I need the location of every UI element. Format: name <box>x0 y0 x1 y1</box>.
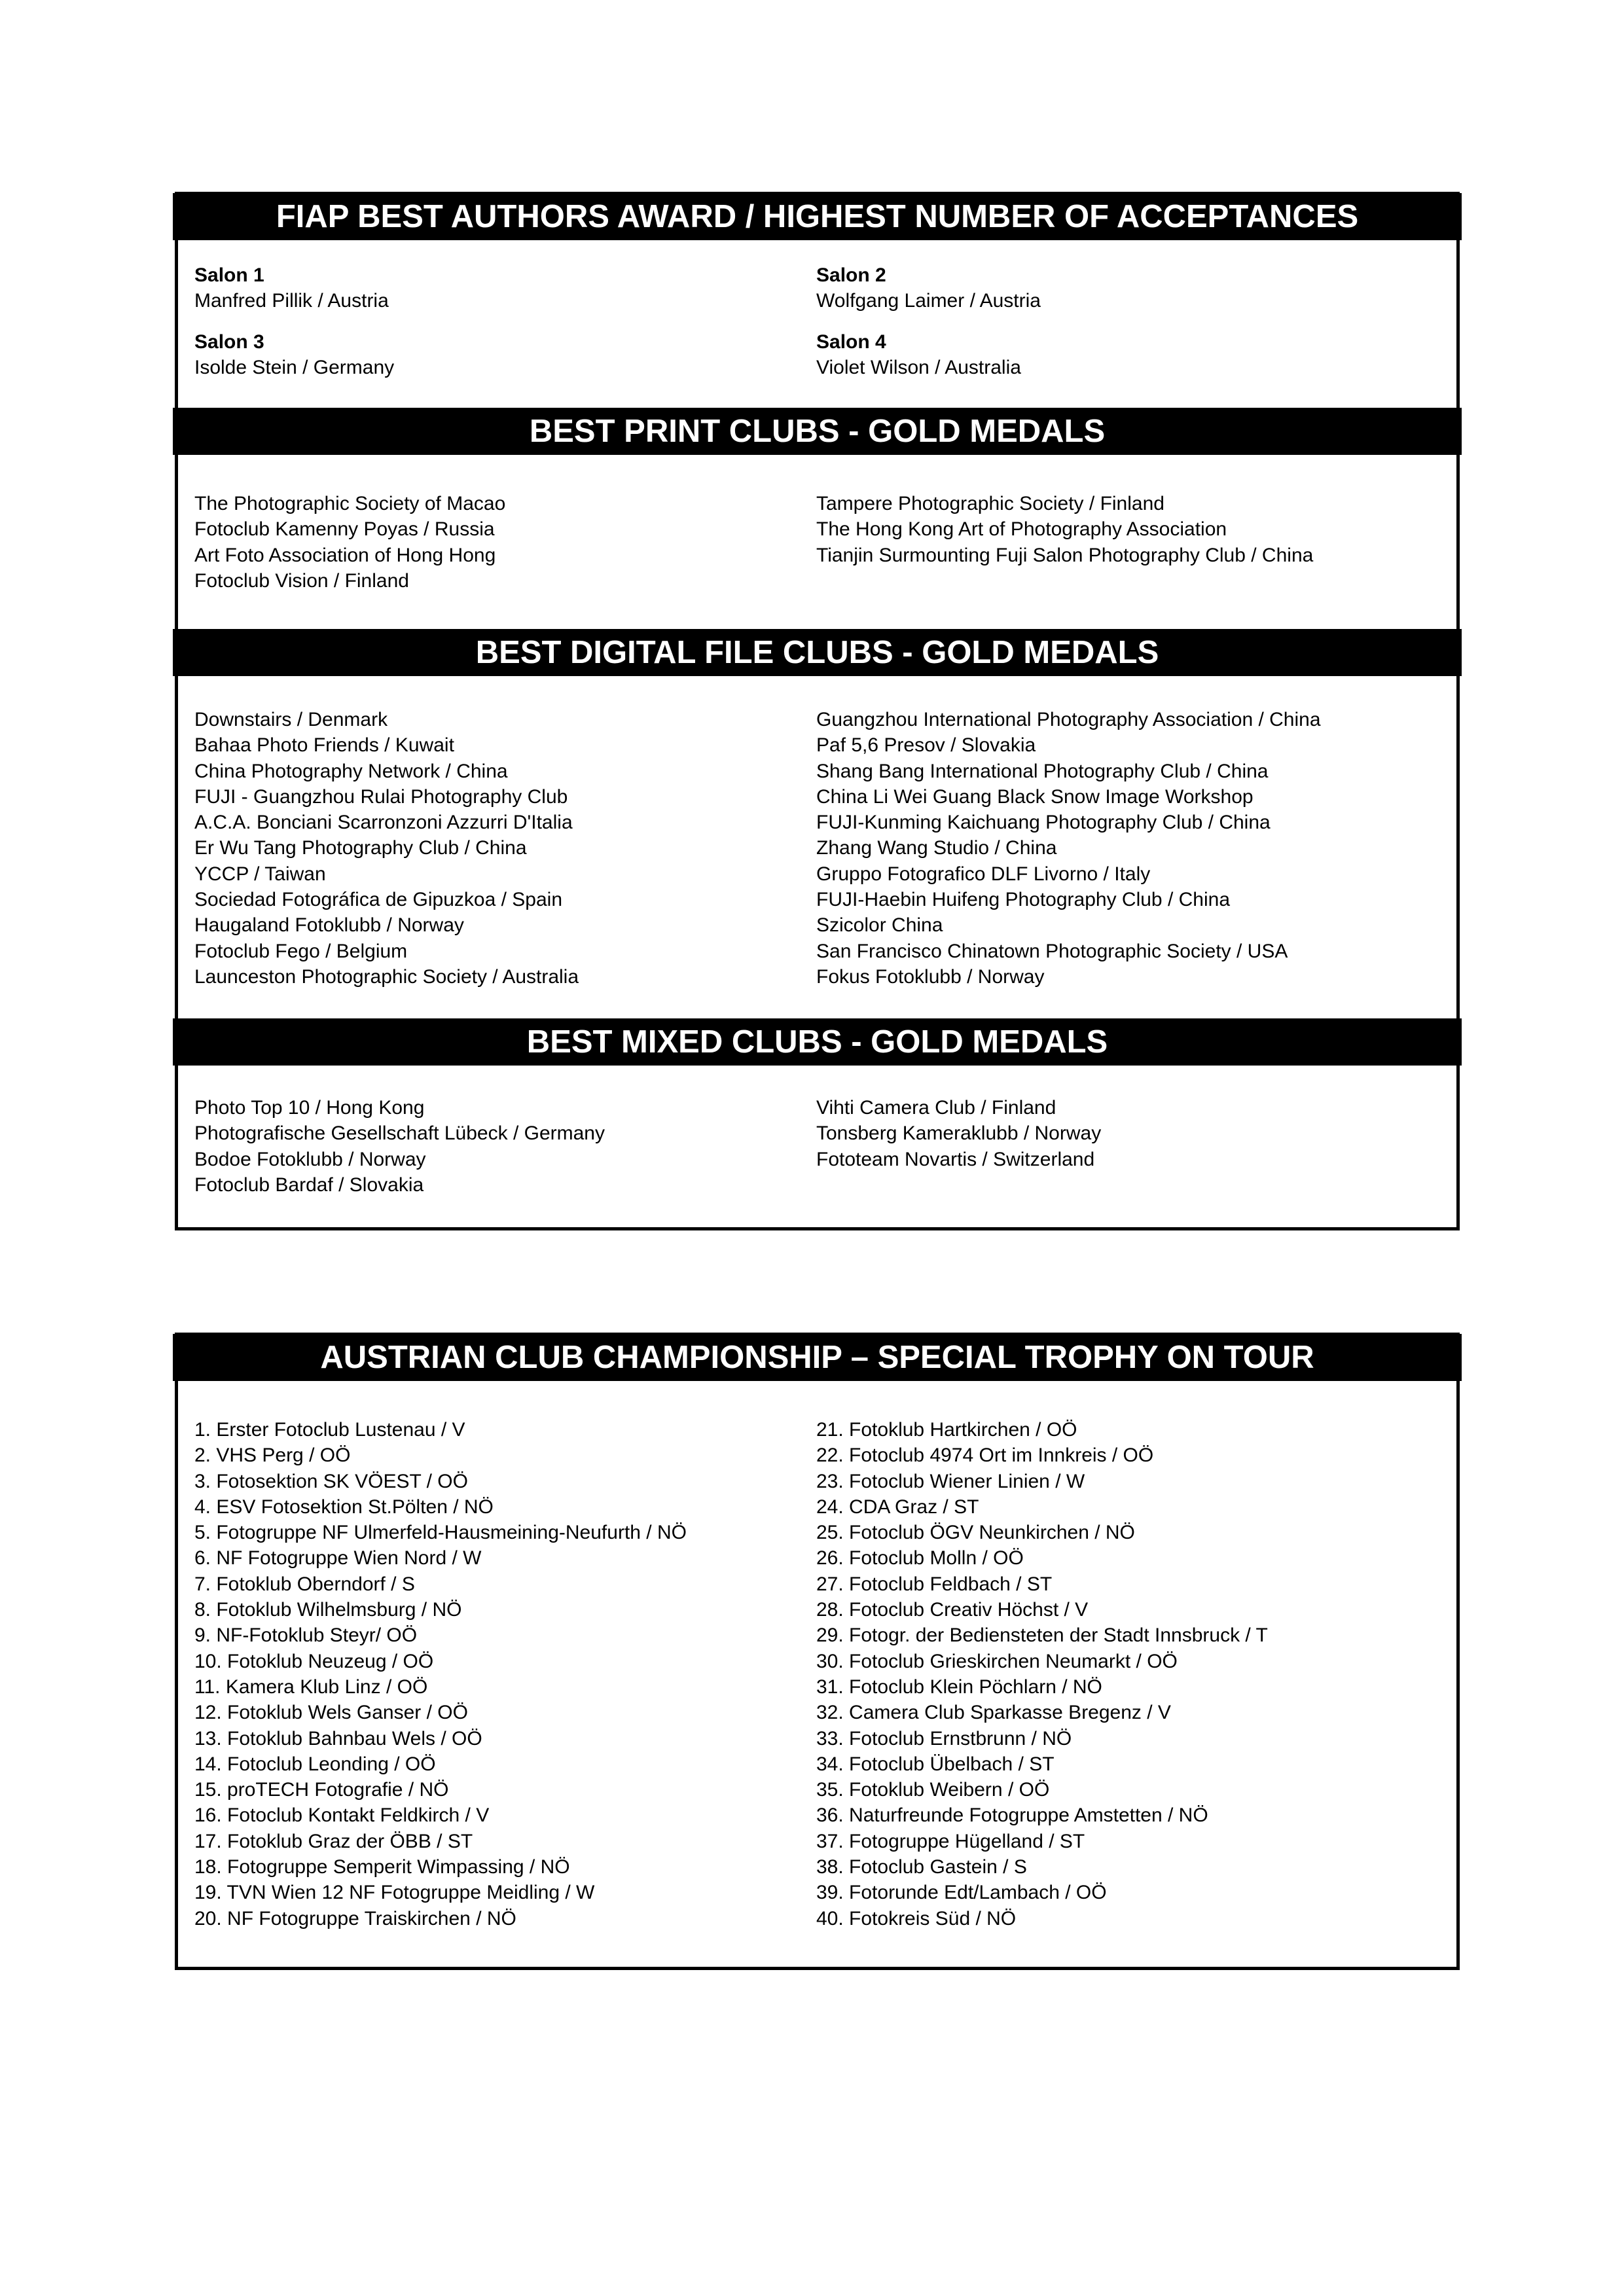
list-item: 19. TVN Wien 12 NF Fotogruppe Meidling / W <box>194 1882 595 1904</box>
list-item: 6. NF Fotogruppe Wien Nord / W <box>194 1547 482 1570</box>
list-item: 28. Fotoclub Creativ Höchst / V <box>816 1599 1089 1621</box>
list-item: 2. VHS Perg / OÖ <box>194 1444 351 1467</box>
list-item: 5. Fotogruppe NF Ulmerfeld-Hausmeining-Neufurth / NÖ <box>194 1522 687 1544</box>
salon-label: Salon 3 <box>194 331 264 353</box>
list-column <box>816 1417 1440 1931</box>
list-item: 8. Fotoklub Wilhelmsburg / NÖ <box>194 1599 462 1621</box>
list-item: 25. Fotoclub ÖGV Neunkirchen / NÖ <box>816 1522 1135 1544</box>
awards-block <box>175 192 1460 1230</box>
list-item: Art Foto Association of Hong Hong <box>194 544 496 566</box>
list-item: Paf 5,6 Presov / Slovakia <box>816 734 1036 757</box>
list-item: 36. Naturfreunde Fotogruppe Amstetten / NÖ <box>816 1804 1208 1827</box>
list-item: Shang Bang International Photography Club / China <box>816 760 1269 782</box>
list-column <box>194 707 816 990</box>
list-item: The Hong Kong Art of Photography Association <box>816 518 1227 541</box>
salon-4 <box>816 329 1440 380</box>
list-item: A.C.A. Bonciani Scarronzoni Azzurri D'Italia <box>194 812 573 834</box>
list-item: Tianjin Surmounting Fuji Salon Photography Club / China <box>816 544 1314 566</box>
list-item: 33. Fotoclub Ernstbrunn / NÖ <box>816 1727 1072 1749</box>
list-item: Fotoclub Fego / Belgium <box>194 940 408 962</box>
salon-label: Salon 4 <box>816 331 886 353</box>
list-item: 24. CDA Graz / ST <box>816 1496 979 1518</box>
list-item: China Photography Network / China <box>194 760 508 782</box>
list-column <box>194 1095 816 1198</box>
list-item: Bodoe Fotoklubb / Norway <box>194 1148 426 1170</box>
list-column <box>194 491 816 594</box>
list-item: 9. NF-Fotoklub Steyr/ OÖ <box>194 1624 418 1647</box>
list-item: San Francisco Chinatown Photographic Society / USA <box>816 940 1288 962</box>
list-item: FUJI-Kunming Kaichuang Photography Club / China <box>816 812 1271 834</box>
list-item: Guangzhou International Photography Association / China <box>816 709 1321 730</box>
list-item: 21. Fotoklub Hartkirchen / OÖ <box>816 1419 1077 1441</box>
list-column <box>816 1095 1440 1198</box>
list-item: Fototeam Novartis / Switzerland <box>816 1148 1095 1170</box>
list-item: Zhang Wang Studio / China <box>816 837 1057 859</box>
list-column <box>816 707 1440 990</box>
list-item: 15. proTECH Fotografie / NÖ <box>194 1779 449 1801</box>
fiap-salons <box>194 262 1440 396</box>
salon-label: Salon 1 <box>194 264 264 286</box>
list-item: Downstairs / Denmark <box>194 709 388 730</box>
list-item: 13. Fotoklub Bahnbau Wels / OÖ <box>194 1727 482 1749</box>
list-item: YCCP / Taiwan <box>194 863 326 885</box>
fiap-title: FIAP BEST AUTHORS AWARD / HIGHEST NUMBER OF ACCEPTANCES <box>173 193 1462 240</box>
list-item: Fotoclub Vision / Finland <box>194 569 409 592</box>
list-item: 17. Fotoklub Graz der ÖBB / ST <box>194 1830 473 1852</box>
list-item: Bahaa Photo Friends / Kuwait <box>194 734 454 757</box>
list-item: Haugaland Fotoklubb / Norway <box>194 914 464 937</box>
salon-winner: Isolde Stein / Germany <box>194 357 395 378</box>
list-column <box>194 1417 816 1931</box>
salon-1 <box>194 262 816 314</box>
list-item: Tampere Photographic Society / Finland <box>816 493 1164 514</box>
salon-label: Salon 2 <box>816 264 886 286</box>
list-item: 26. Fotoclub Molln / OÖ <box>816 1547 1024 1570</box>
print-clubs-title: BEST PRINT CLUBS - GOLD MEDALS <box>173 408 1462 455</box>
austrian-block <box>175 1333 1460 1970</box>
list-item: FUJI - Guangzhou Rulai Photography Club <box>194 785 568 808</box>
list-item: Er Wu Tang Photography Club / China <box>194 837 527 859</box>
list-item: Sociedad Fotográfica de Gipuzkoa / Spain <box>194 889 563 911</box>
list-column <box>816 491 1440 594</box>
list-item: FUJI-Haebin Huifeng Photography Club / China <box>816 889 1231 911</box>
salon-winner: Manfred Pillik / Austria <box>194 290 389 312</box>
list-item: 16. Fotoclub Kontakt Feldkirch / V <box>194 1804 490 1827</box>
austrian-list <box>194 1417 1440 1931</box>
mixed-clubs-list <box>194 1095 1440 1198</box>
list-item: China Li Wei Guang Black Snow Image Workshop <box>816 785 1254 808</box>
list-item: 32. Camera Club Sparkasse Bregenz / V <box>816 1702 1171 1724</box>
list-item: Fokus Fotoklubb / Norway <box>816 965 1045 988</box>
list-item: 10. Fotoklub Neuzeug / OÖ <box>194 1650 434 1672</box>
salon-3 <box>194 329 816 380</box>
list-item: 38. Fotoclub Gastein / S <box>816 1856 1027 1878</box>
list-item: Fotoclub Bardaf / Slovakia <box>194 1174 424 1196</box>
list-item: The Photographic Society of Macao <box>194 493 506 514</box>
list-item: Szicolor China <box>816 914 943 937</box>
list-item: Photo Top 10 / Hong Kong <box>194 1097 425 1119</box>
list-item: 11. Kamera Klub Linz / OÖ <box>194 1676 428 1698</box>
mixed-clubs-title: BEST MIXED CLUBS - GOLD MEDALS <box>173 1018 1462 1066</box>
list-item: 18. Fotogruppe Semperit Wimpassing / NÖ <box>194 1856 570 1878</box>
list-item: 29. Fotogr. der Bediensteten der Stadt Innsbruck / T <box>816 1624 1268 1647</box>
list-item: 40. Fotokreis Süd / NÖ <box>816 1907 1017 1929</box>
list-item: 34. Fotoclub Übelbach / ST <box>816 1753 1055 1775</box>
list-item: 35. Fotoklub Weibern / OÖ <box>816 1779 1050 1801</box>
salon-winner: Wolfgang Laimer / Austria <box>816 290 1041 312</box>
print-clubs-list <box>194 491 1440 594</box>
digital-clubs-title: BEST DIGITAL FILE CLUBS - GOLD MEDALS <box>173 629 1462 676</box>
list-item: 23. Fotoclub Wiener Linien / W <box>816 1470 1085 1492</box>
list-item: Gruppo Fotografico DLF Livorno / Italy <box>816 863 1151 885</box>
list-item: Tonsberg Kameraklubb / Norway <box>816 1122 1102 1145</box>
list-item: 31. Fotoclub Klein Pöchlarn / NÖ <box>816 1676 1102 1698</box>
list-item: 39. Fotorunde Edt/Lambach / OÖ <box>816 1882 1107 1904</box>
list-item: 4. ESV Fotosektion St.Pölten / NÖ <box>194 1496 494 1518</box>
list-item: 12. Fotoklub Wels Ganser / OÖ <box>194 1702 468 1724</box>
list-item: Photografische Gesellschaft Lübeck / Germany <box>194 1122 605 1145</box>
salon-winner: Violet Wilson / Australia <box>816 357 1021 378</box>
list-item: 7. Fotoklub Oberndorf / S <box>194 1573 415 1595</box>
list-item: Fotoclub Kamenny Poyas / Russia <box>194 518 495 541</box>
list-item: 3. Fotosektion SK VÖEST / OÖ <box>194 1470 468 1492</box>
salon-2 <box>816 262 1440 314</box>
list-item: 37. Fotogruppe Hügelland / ST <box>816 1830 1085 1852</box>
digital-clubs-list <box>194 707 1440 990</box>
list-item: 14. Fotoclub Leonding / OÖ <box>194 1753 436 1775</box>
list-item: 30. Fotoclub Grieskirchen Neumarkt / OÖ <box>816 1650 1178 1672</box>
list-item: 22. Fotoclub 4974 Ort im Innkreis / OÖ <box>816 1444 1154 1467</box>
list-item: Vihti Camera Club / Finland <box>816 1097 1056 1119</box>
list-item: 27. Fotoclub Feldbach / ST <box>816 1573 1053 1595</box>
list-item: 1. Erster Fotoclub Lustenau / V <box>194 1419 465 1441</box>
list-item: 20. NF Fotogruppe Traiskirchen / NÖ <box>194 1907 516 1929</box>
austrian-title: AUSTRIAN CLUB CHAMPIONSHIP – SPECIAL TROPHY ON TOUR <box>173 1334 1462 1381</box>
list-item: Launceston Photographic Society / Australia <box>194 965 579 988</box>
